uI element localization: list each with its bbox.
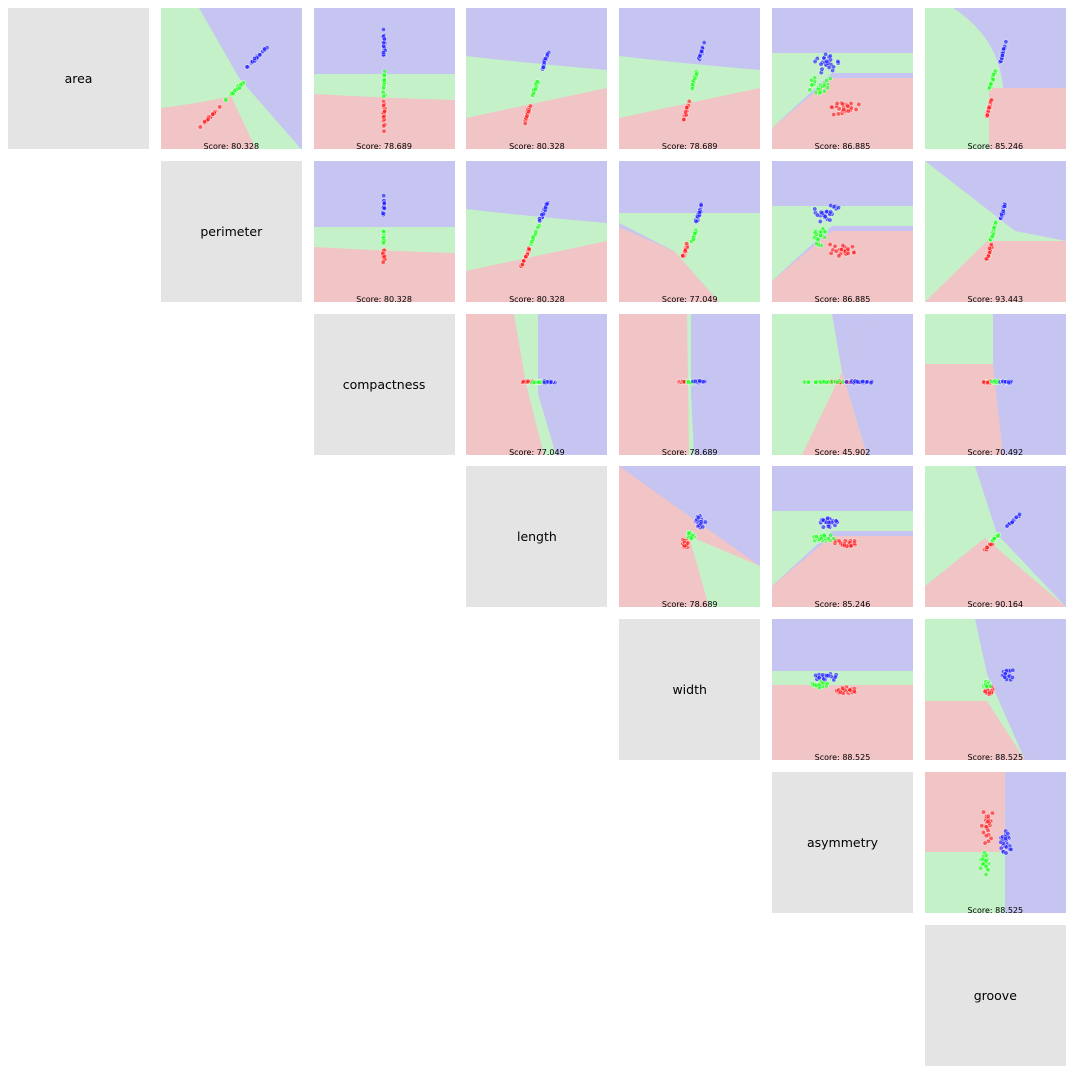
decision-boundary-svg xyxy=(619,466,760,607)
decision-boundary-svg xyxy=(314,161,455,302)
pair-plot-area-vs-width xyxy=(619,8,760,149)
pair-plot-perimeter-vs-compactness xyxy=(314,161,455,302)
data-point xyxy=(983,841,987,845)
decision-boundary-svg xyxy=(772,619,913,760)
data-point xyxy=(534,229,538,233)
data-point xyxy=(198,125,202,129)
data-point xyxy=(987,691,991,695)
score-label: Score: 70.492 xyxy=(967,447,1024,457)
data-point xyxy=(813,673,817,677)
pair-plot-length-vs-width xyxy=(619,466,760,610)
data-point xyxy=(693,77,697,81)
data-point xyxy=(834,519,838,523)
data-point xyxy=(703,520,707,524)
decision-boundary-svg xyxy=(619,8,760,149)
data-point xyxy=(810,83,814,87)
data-point xyxy=(852,250,856,254)
decision-boundary-svg xyxy=(466,161,607,302)
data-point xyxy=(828,76,832,80)
data-point xyxy=(527,109,531,113)
score-label: Score: 86.885 xyxy=(814,142,871,151)
pair-plot-compactness-vs-asymmetry xyxy=(772,314,913,455)
data-point xyxy=(1009,847,1013,851)
data-point xyxy=(682,118,686,122)
data-point xyxy=(828,218,832,222)
decision-region-1 xyxy=(772,671,913,685)
data-point xyxy=(984,834,988,838)
data-point xyxy=(979,824,983,828)
decision-boundary-svg xyxy=(619,314,760,455)
data-point xyxy=(982,851,986,855)
data-point xyxy=(525,114,529,118)
data-point xyxy=(855,379,859,383)
decision-region-2 xyxy=(772,685,913,760)
decision-boundary-svg xyxy=(925,772,1066,913)
data-point xyxy=(989,98,993,102)
data-point xyxy=(544,56,548,60)
data-point xyxy=(1004,851,1008,855)
data-point xyxy=(1010,521,1014,525)
data-point xyxy=(984,872,988,876)
data-point xyxy=(534,87,538,91)
decision-region-2 xyxy=(925,852,1005,913)
feature-label-width: width xyxy=(619,619,760,760)
decision-boundary-svg xyxy=(772,8,913,149)
score-label: Score: 45.902 xyxy=(814,447,871,457)
data-point xyxy=(381,229,385,233)
feature-label-perimeter: perimeter xyxy=(161,161,302,302)
pair-plot-perimeter-vs-width xyxy=(619,161,760,302)
data-point xyxy=(1001,47,1005,51)
data-point xyxy=(813,59,817,63)
feature-label-area: area xyxy=(8,8,149,149)
data-point xyxy=(819,62,823,66)
score-label: Score: 78.689 xyxy=(661,447,718,457)
data-point xyxy=(1006,380,1010,384)
data-point xyxy=(834,249,838,253)
data-point xyxy=(545,202,549,206)
data-point xyxy=(985,546,989,550)
decision-region-1 xyxy=(691,314,760,455)
data-point xyxy=(546,52,550,56)
data-point xyxy=(865,379,869,383)
data-point xyxy=(1005,524,1009,528)
score-label: Score: 78.689 xyxy=(356,142,412,151)
data-point xyxy=(824,78,828,82)
data-point xyxy=(827,65,831,69)
data-point xyxy=(532,91,536,95)
data-point xyxy=(815,213,819,217)
feature-label-compactness: compactness xyxy=(314,314,455,455)
data-point xyxy=(382,206,386,210)
data-point xyxy=(833,244,837,248)
data-point xyxy=(818,219,822,223)
pair-plot-width-vs-groove xyxy=(925,619,1066,763)
data-point xyxy=(382,73,386,77)
data-point xyxy=(846,251,850,255)
data-point xyxy=(829,203,833,207)
data-point xyxy=(835,380,839,384)
data-point xyxy=(983,690,987,694)
data-point xyxy=(836,112,840,116)
data-point xyxy=(986,254,990,258)
data-point xyxy=(981,379,985,383)
data-point xyxy=(381,94,385,98)
data-point xyxy=(825,674,829,678)
data-point xyxy=(237,86,241,90)
pair-plot-compactness-vs-groove xyxy=(925,314,1066,455)
feature-label-length: length xyxy=(466,466,607,607)
data-point xyxy=(823,52,827,56)
decision-region-1 xyxy=(772,206,913,226)
data-point xyxy=(981,810,985,814)
score-label: Score: 85.246 xyxy=(967,142,1024,151)
data-point xyxy=(381,115,385,119)
data-point xyxy=(1002,675,1006,679)
data-point xyxy=(832,537,836,541)
data-point xyxy=(817,683,821,687)
data-point xyxy=(210,112,214,116)
data-point xyxy=(1005,831,1009,835)
data-point xyxy=(852,689,856,693)
score-label: Score: 93.443 xyxy=(967,294,1024,304)
pair-plot-width-vs-asymmetry xyxy=(772,619,913,763)
data-point xyxy=(844,379,848,383)
data-point xyxy=(693,231,697,235)
data-point xyxy=(535,80,539,84)
data-point xyxy=(833,675,837,679)
data-point xyxy=(702,40,706,44)
score-label: Score: 77.049 xyxy=(509,447,565,457)
data-point xyxy=(701,525,705,529)
data-point xyxy=(988,82,992,86)
data-point xyxy=(223,98,227,102)
decision-boundary-svg xyxy=(925,314,1066,455)
data-point xyxy=(380,211,384,215)
data-point xyxy=(822,89,826,93)
data-point xyxy=(819,233,823,237)
data-point xyxy=(531,235,535,239)
data-point xyxy=(537,380,541,384)
data-point xyxy=(821,525,825,529)
pair-plot-area-vs-compactness xyxy=(314,8,455,149)
data-point xyxy=(989,543,993,547)
data-point xyxy=(846,247,850,251)
data-point xyxy=(1000,53,1004,57)
pair-plot-length-vs-groove xyxy=(925,466,1066,610)
data-point xyxy=(814,535,818,539)
feature-label-asymmetry: asymmetry xyxy=(772,772,913,913)
data-point xyxy=(538,218,542,222)
data-point xyxy=(848,688,852,692)
data-point xyxy=(381,240,385,244)
data-point xyxy=(382,109,386,113)
data-point xyxy=(685,105,689,109)
score-label: Score: 88.525 xyxy=(814,753,871,763)
data-point xyxy=(823,214,827,218)
data-point xyxy=(685,241,689,245)
data-point xyxy=(691,82,695,86)
data-point xyxy=(986,814,990,818)
data-point xyxy=(524,254,528,258)
data-point xyxy=(820,673,824,677)
decision-boundary-svg xyxy=(314,8,455,149)
data-point xyxy=(381,193,385,197)
data-point xyxy=(814,380,818,384)
data-point xyxy=(206,117,210,121)
pair-plot-compactness-vs-length xyxy=(466,314,607,455)
data-point xyxy=(381,103,385,107)
data-point xyxy=(698,54,702,58)
data-point xyxy=(992,378,996,382)
pair-plot-area-vs-perimeter xyxy=(161,8,302,149)
data-point xyxy=(1004,845,1008,849)
data-point xyxy=(842,543,846,547)
data-point xyxy=(819,536,823,540)
decision-boundary-svg xyxy=(466,8,607,149)
data-point xyxy=(813,230,817,234)
data-point xyxy=(841,687,845,691)
data-point xyxy=(542,65,546,69)
data-point xyxy=(998,840,1002,844)
data-point xyxy=(826,516,830,520)
data-point xyxy=(836,59,840,63)
data-point xyxy=(825,682,829,686)
pair-plot-compactness-vs-width xyxy=(619,314,760,455)
data-point xyxy=(1001,209,1005,213)
decision-boundary-svg xyxy=(925,8,1066,149)
data-point xyxy=(822,83,826,87)
data-point xyxy=(232,88,236,92)
data-point xyxy=(683,544,687,548)
data-point xyxy=(835,101,839,105)
data-point xyxy=(825,59,829,63)
data-point xyxy=(1010,675,1014,679)
data-point xyxy=(523,121,527,125)
data-point xyxy=(826,524,830,528)
decision-boundary-svg xyxy=(925,619,1066,760)
decision-boundary-svg xyxy=(772,466,913,607)
decision-boundary-svg xyxy=(619,161,760,302)
data-point xyxy=(381,129,385,133)
data-point xyxy=(694,219,698,223)
decision-boundary-svg xyxy=(772,161,913,302)
score-label: Score: 78.689 xyxy=(661,600,718,610)
data-point xyxy=(522,379,526,383)
data-point xyxy=(993,220,997,224)
pair-plot-perimeter-vs-asymmetry xyxy=(772,161,913,302)
decision-boundary-svg xyxy=(925,466,1066,607)
data-point xyxy=(822,379,826,383)
data-point xyxy=(986,819,990,823)
data-point xyxy=(854,107,858,111)
data-point xyxy=(820,67,824,71)
data-point xyxy=(832,112,836,116)
data-point xyxy=(697,210,701,214)
data-point xyxy=(686,379,690,383)
pair-plot-area-vs-groove xyxy=(925,8,1066,149)
data-point xyxy=(546,379,550,383)
data-point xyxy=(841,102,845,106)
data-point xyxy=(693,379,697,383)
data-point xyxy=(813,207,817,211)
data-point xyxy=(992,225,996,229)
feature-label-groove: groove xyxy=(925,925,1066,1066)
data-point xyxy=(829,105,833,109)
pair-plot-perimeter-vs-groove xyxy=(925,161,1066,302)
data-point xyxy=(381,27,385,31)
data-point xyxy=(990,234,994,238)
data-point xyxy=(830,68,834,72)
data-point xyxy=(815,241,819,245)
decision-region-2 xyxy=(925,364,1003,455)
data-point xyxy=(846,109,850,113)
score-label: Score: 77.049 xyxy=(661,294,718,304)
data-point xyxy=(806,379,810,383)
data-point xyxy=(869,380,873,384)
data-point xyxy=(687,531,691,535)
decision-region-1 xyxy=(772,53,913,73)
data-point xyxy=(813,76,817,80)
data-point xyxy=(699,203,703,207)
data-point xyxy=(841,243,845,247)
pair-plot-length-vs-asymmetry xyxy=(772,466,913,610)
data-point xyxy=(986,868,990,872)
score-label: Score: 80.328 xyxy=(509,294,565,304)
data-point xyxy=(381,124,385,128)
data-point xyxy=(839,247,843,251)
decision-region-2 xyxy=(989,88,1066,149)
score-label: Score: 85.246 xyxy=(814,600,871,610)
data-point xyxy=(527,247,531,251)
data-point xyxy=(684,110,688,114)
data-point xyxy=(536,225,540,229)
data-point xyxy=(692,237,696,241)
score-label: Score: 78.689 xyxy=(661,142,718,151)
pair-plot-asymmetry-vs-groove xyxy=(925,772,1066,913)
data-point xyxy=(992,537,996,541)
data-point xyxy=(808,88,812,92)
data-point xyxy=(987,106,991,110)
data-point xyxy=(683,249,687,253)
data-point xyxy=(828,242,832,246)
pair-plot-area-vs-asymmetry xyxy=(772,8,913,149)
score-label: Score: 88.525 xyxy=(967,906,1024,915)
data-point xyxy=(996,534,1000,538)
data-point xyxy=(823,229,827,233)
data-point xyxy=(382,201,386,205)
decision-boundary-svg xyxy=(466,314,607,455)
data-point xyxy=(698,378,702,382)
decision-boundary-svg xyxy=(925,161,1066,302)
data-point xyxy=(827,537,831,541)
data-point xyxy=(1017,512,1021,516)
score-label: Score: 80.328 xyxy=(356,294,412,304)
data-point xyxy=(837,253,841,257)
data-point xyxy=(382,78,386,82)
decision-region-1 xyxy=(772,511,913,531)
data-point xyxy=(252,56,256,60)
data-point xyxy=(857,102,861,106)
pair-plot-area-vs-length xyxy=(466,8,607,149)
data-point xyxy=(245,65,249,69)
score-label: Score: 80.328 xyxy=(203,142,260,151)
score-label: Score: 86.885 xyxy=(814,294,871,304)
data-point xyxy=(802,379,806,383)
pair-plot-perimeter-vs-length xyxy=(466,161,607,302)
data-point xyxy=(842,107,846,111)
data-point xyxy=(828,54,832,58)
data-point xyxy=(819,210,823,214)
data-point xyxy=(818,90,822,94)
data-point xyxy=(381,50,385,54)
data-point xyxy=(829,251,833,255)
data-point xyxy=(381,260,385,264)
decision-boundary-svg xyxy=(161,8,302,149)
data-point xyxy=(991,77,995,81)
data-point xyxy=(690,86,694,90)
data-point xyxy=(1002,204,1006,208)
data-point xyxy=(850,244,854,248)
data-point xyxy=(849,544,853,548)
data-point xyxy=(694,72,698,76)
data-point xyxy=(1003,40,1007,44)
score-label: Score: 90.164 xyxy=(967,600,1024,610)
data-point xyxy=(382,254,386,258)
data-point xyxy=(681,253,685,257)
data-point xyxy=(990,811,994,815)
data-point xyxy=(991,73,995,77)
data-point xyxy=(1003,836,1007,840)
data-point xyxy=(987,246,991,250)
data-point xyxy=(836,205,840,209)
data-point xyxy=(985,380,989,384)
data-point xyxy=(985,113,989,117)
score-label: Score: 80.328 xyxy=(509,142,565,151)
data-point xyxy=(1010,668,1014,672)
data-point xyxy=(986,828,990,832)
data-point xyxy=(861,379,865,383)
data-point xyxy=(217,105,221,109)
data-point xyxy=(984,685,988,689)
decision-boundary-svg xyxy=(772,314,913,455)
data-point xyxy=(521,262,525,266)
data-point xyxy=(262,47,266,51)
data-point xyxy=(852,539,856,543)
data-point xyxy=(846,104,850,108)
data-point xyxy=(984,859,988,863)
data-point xyxy=(381,90,385,94)
data-point xyxy=(829,210,833,214)
data-point xyxy=(382,37,386,41)
score-label: Score: 88.525 xyxy=(967,753,1024,763)
data-point xyxy=(700,49,704,53)
data-point xyxy=(540,212,544,216)
data-point xyxy=(837,539,841,543)
data-point xyxy=(689,536,693,540)
